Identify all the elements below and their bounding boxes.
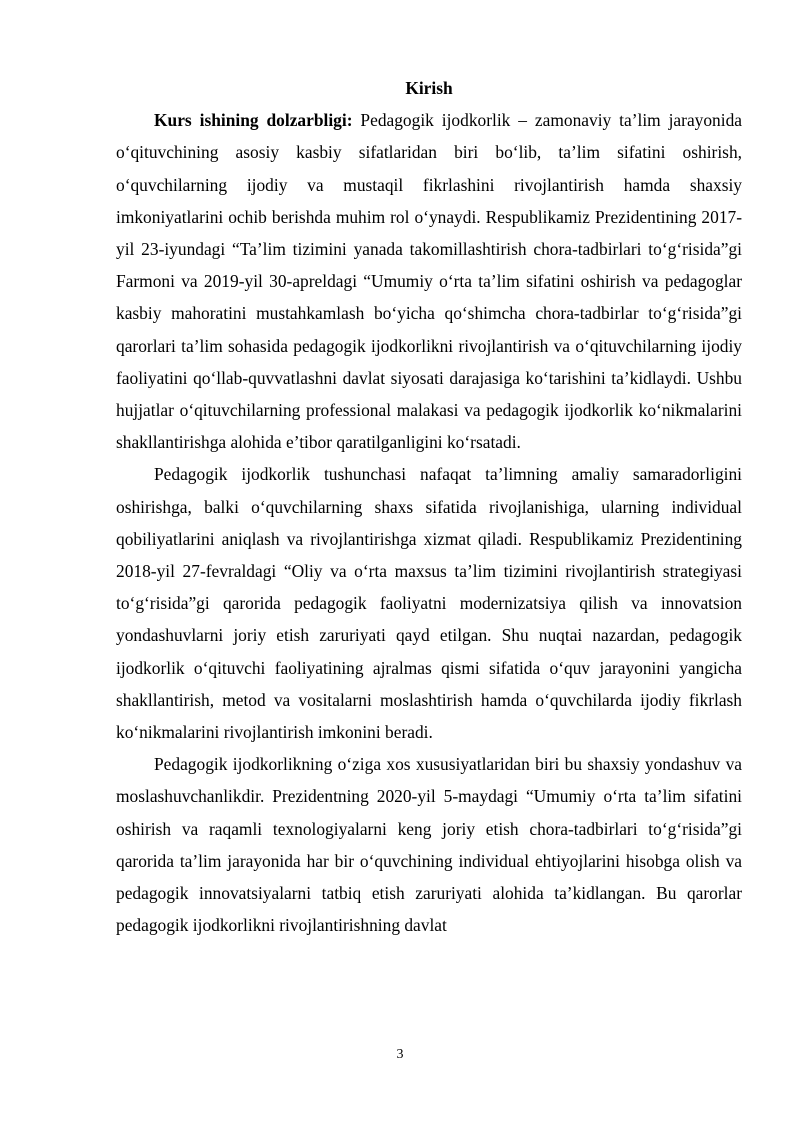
paragraph-creativity-concept: Pedagogik ijodkorlik tushunchasi nafaqat ta’limning amaliy samaradorligini oshirishga, balki o‘quvchilarning shaxs sifatida rivojlanishiga, ularning individual qobiliyatlarini aniqlash va rivojlantirishga xizmat qiladi. Respublikamiz Prezidentining 2018-yil 27-fevraldagi “Oliy va o‘rta maxsus ta’lim tizimini rivojlantirish strategiyasi to‘g‘risida”gi qarorida pedagogik faoliyatni modernizatsiya qilish va innovatsion yondashuvlarni joriy etish zaruriyati qayd etilgan. Shu nuqtai nazardan, pedagogik ijodkorlik o‘qituvchi faoliyatining ajralmas qismi sifatida o‘quv jarayonini yangicha shakllantirish, metod va vositalarni moslashtirish hamda o‘quvchilarda ijodiy fikrlash ko‘nikmalarini rivojlantirish imkonini beradi. <box>116 464 742 743</box>
paragraph-relevance <box>116 104 742 458</box>
page-title: Kirish <box>405 78 453 98</box>
paragraph-relevance-text: Pedagogik ijodkorlik – zamonaviy ta’lim jarayonida o‘qituvchining asosiy kasbiy sifatlaridan biri bo‘lib, ta’lim sifatini oshirish, o‘quvchilarning ijodiy va mustaqil fikrlashini rivojlantirish hamda shaxsiy imkoniyatlarini ochib berishda muhim rol o‘ynaydi. Respublikamiz Prezidentining 2017-yil 23-iyundagi “Ta’lim tizimini yanada takomillashtirish chora-tadbirlari to‘g‘risida”gi Farmoni va 2019-yil 30-apreldagi “Umumiy o‘rta ta’lim sifatini oshirish va pedagoglar kasbiy mahoratini mustahkamlash bo‘yicha qo‘shimcha chora-tadbirlar to‘g‘risida”gi qarorlari ta’lim sohasida pedagogik ijodkorlikni rivojlantirish va o‘qituvchilarning ijodiy faoliyatini qo‘llab-quvvatlashni davlat siyosati darajasiga ko‘tarishini ta’kidlaydi. Ushbu hujjatlar o‘qituvchilarning professional malakasi va pedagogik ijodkorlik ko‘nikmalarini shakllantirishga alohida e’tibor qaratilganligini ko‘rsatadi. <box>116 110 742 453</box>
paragraph-lead-label: Kurs ishining dolzarbligi: <box>154 110 353 131</box>
page-number: 3 <box>396 1047 404 1062</box>
page-content <box>116 72 742 941</box>
paragraph-creativity-features: Pedagogik ijodkorlikning o‘ziga xos xususiyatlaridan biri bu shaxsiy yondashuv va moslashuvchanlikdir. Prezidentning 2020-yil 5-maydagi “Umumiy o‘rta ta’lim sifatini oshirish va raqamli texnologiyalarni keng joriy etish chora-tadbirlari to‘g‘risida”gi qarorida ta’lim jarayonida har bir o‘quvchining individual ehtiyojlarini hisobga olish va pedagogik innovatsiyalarni tatbiq etish zaruriyati alohida ta’kidlangan. Bu qarorlar pedagogik ijodkorlikni rivojlantirishning davlat <box>116 754 742 936</box>
